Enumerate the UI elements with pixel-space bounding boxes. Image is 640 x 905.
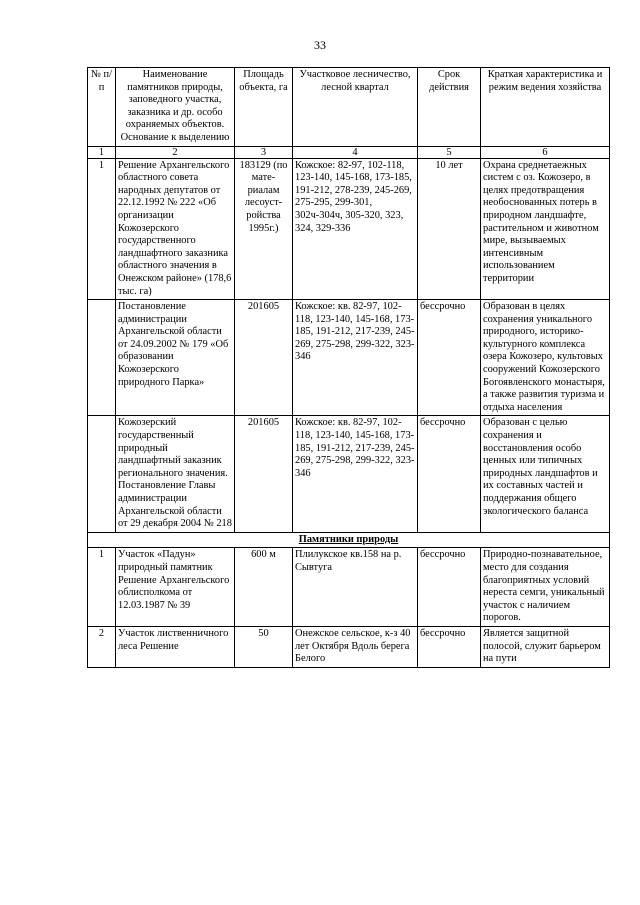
row-name: Решение Архангельского областного совета народных депутатов от 22.12.1992 № 222 «Об организации Кожозерского государственного ландшафтного заказника областного значения в Онежском районе» (178,6 тыс. га) (116, 158, 235, 300)
row-num: 1 (88, 158, 116, 300)
row-forestry: Плилукское кв.158 на р. Сывтуга (293, 548, 418, 627)
header-area: Площадь объекта, га (235, 68, 293, 147)
row-area: 600 м (235, 548, 293, 627)
row-area: 201605 (235, 416, 293, 532)
table-row (88, 158, 610, 300)
page-number: 33 (314, 38, 326, 52)
column-number: 1 (88, 146, 116, 158)
column-number: 5 (418, 146, 481, 158)
row-area: 201605 (235, 300, 293, 416)
row-description: Охрана среднетаежных систем с оз. Кожозеро, в целях предотвращения необоснованных потерь в природном ландшафте, растительном и животном мире, вызываемых интенсивным использованием территории (481, 158, 610, 300)
row-description: Является защитной полосой, служит барьером на пути (481, 626, 610, 667)
section-title: Памятники природы (88, 532, 610, 548)
table-header-row (88, 68, 610, 147)
row-forestry: Кожское: 82-97, 102-118, 123-140, 145-168, 173-185, 191-212, 278-239, 245-269, 275-295, 299-301, 302ч-304ч, 305-320, 323, 324, 329-336 (293, 158, 418, 300)
section-row (88, 532, 610, 548)
row-name: Кожозерский государственный природный ландшафтный заказник регионального значения. Постановление Главы администрации Архангельской области от 29 декабря 2004 № 218 (116, 416, 235, 532)
row-forestry: Кожское: кв. 82-97, 102-118, 123-140, 145-168, 173-185, 191-212, 217-239, 245-269, 275-298, 299-322, 323-346 (293, 300, 418, 416)
row-area: 50 (235, 626, 293, 667)
row-term: бессрочно (418, 548, 481, 627)
row-term: бессрочно (418, 416, 481, 532)
protected-areas-table (87, 67, 610, 668)
column-number: 4 (293, 146, 418, 158)
row-term: бессрочно (418, 626, 481, 667)
row-num (88, 416, 116, 532)
header-name: Наименование памятников природы, заповедного участка, заказника и др. особо охраняемых объектов. Основание к выделению (116, 68, 235, 147)
row-name: Участок лиственничного леса Решение (116, 626, 235, 667)
row-description: Образован с целью сохранения и восстановления особо ценных или типичных природных ландшафтов и их составных частей и поддержания общего экологического баланса (481, 416, 610, 532)
column-number-row (88, 146, 610, 158)
row-name: Постановление администрации Архангельской области от 24.09.2002 № 179 «Об образовании Кожозерского природного Парка» (116, 300, 235, 416)
row-description: Образован в целях сохранения уникального природного, историко-культурного комплекса озера Кожозеро, культовых сооружений Кожозерского Богоявленского монастыря, а также развития туризма и отдыха населения (481, 300, 610, 416)
header-num: № п/п (88, 68, 116, 147)
table-row (88, 548, 610, 627)
header-forestry: Участковое лесничество, лесной квартал (293, 68, 418, 147)
row-term: бессрочно (418, 300, 481, 416)
row-description: Природно-познавательное, место для создания благоприятных условий нереста семги, уникальный участок с наличием порогов. (481, 548, 610, 627)
row-name: Участок «Падун» природный памятник Решение Архангельского облисполкома от 12.03.1987 № 39 (116, 548, 235, 627)
column-number: 2 (116, 146, 235, 158)
table-row (88, 416, 610, 532)
row-term: 10 лет (418, 158, 481, 300)
header-term: Срок действия (418, 68, 481, 147)
column-number: 6 (481, 146, 610, 158)
table-row (88, 300, 610, 416)
row-forestry: Онежское сельское, к-з 40 лет Октября Вдоль берега Белого (293, 626, 418, 667)
table-row (88, 626, 610, 667)
row-num: 2 (88, 626, 116, 667)
header-description: Краткая характеристика и режим ведения хозяйства (481, 68, 610, 147)
row-num: 1 (88, 548, 116, 627)
row-num (88, 300, 116, 416)
column-number: 3 (235, 146, 293, 158)
row-forestry: Кожское: кв. 82-97, 102-118, 123-140, 145-168, 173-185, 191-212, 217-239, 245-269, 275-298, 299-322, 323-346 (293, 416, 418, 532)
row-area: 183129 (по мате- риалам лесоуст- ройства 1995г.) (235, 158, 293, 300)
